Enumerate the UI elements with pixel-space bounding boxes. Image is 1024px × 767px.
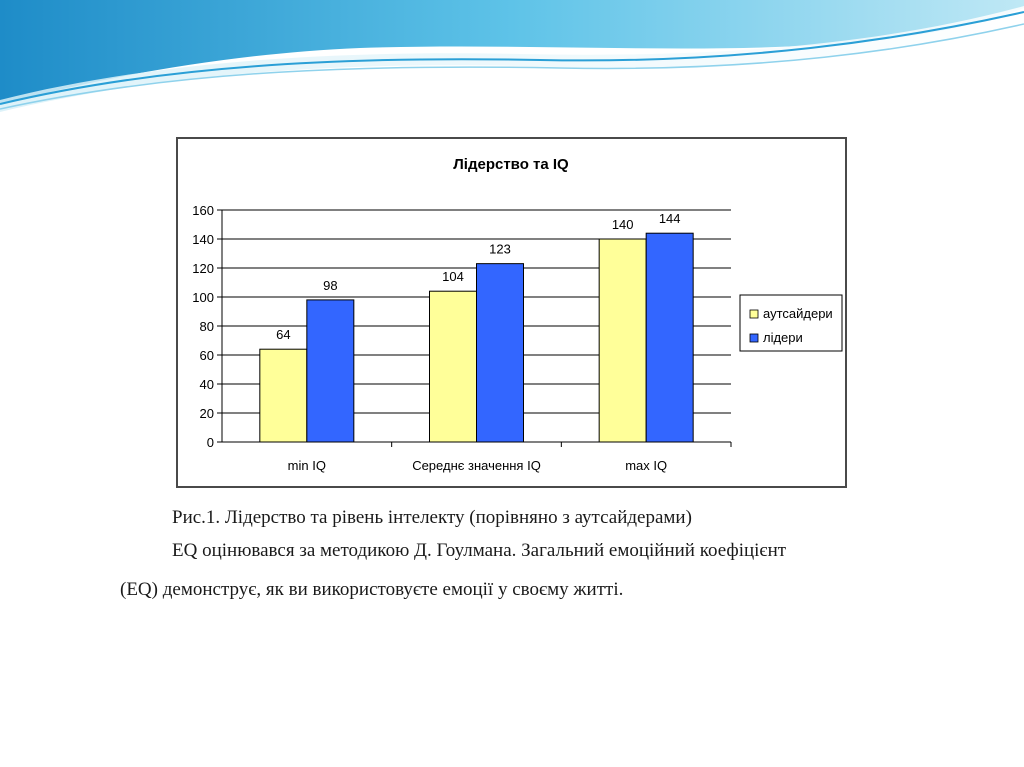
data-label-leaders-1: 123 [489, 241, 511, 257]
legend [740, 295, 842, 351]
bar-leaders-1 [477, 264, 524, 442]
ytick-label-40: 40 [199, 377, 214, 392]
ytick-label-60: 60 [199, 348, 214, 363]
caption-paragraph-line-2: (EQ) демонструє, як ви використовуєте емоції у своєму житті. [120, 579, 624, 600]
caption-paragraph-line-1: EQ оцінювався за методикою Д. Гоулмана. Загальний емоційний коефіцієнт [172, 540, 787, 561]
bar-outsiders-2 [599, 239, 646, 442]
xtick-label-2: max IQ [625, 458, 668, 473]
legend-label-leaders: лідери [763, 330, 803, 345]
xtick-label-1: Середнє значення IQ [412, 458, 541, 473]
ytick-label-0: 0 [206, 435, 214, 450]
ytick-label-80: 80 [199, 319, 214, 334]
figure-caption: Рис.1. Лідерство та рівень інтелекту (порівняно з аутсайдерами) [172, 507, 692, 528]
data-label-outsiders-1: 104 [442, 269, 464, 285]
data-label-outsiders-2: 140 [611, 217, 634, 232]
chart-title: Лідерство та IQ [453, 156, 569, 173]
bar-chart [176, 137, 847, 488]
ytick-label-140: 140 [192, 232, 214, 247]
data-label-leaders-2: 144 [658, 211, 681, 227]
xtick-label-0: min IQ [287, 458, 326, 473]
legend-label-outsiders: аутсайдери [763, 306, 833, 321]
bar-leaders-0 [307, 300, 354, 442]
ytick-label-120: 120 [192, 261, 214, 276]
header-wave-decoration [0, 0, 1024, 115]
bar-outsiders-0 [260, 349, 307, 442]
legend-swatch-leaders [750, 334, 758, 342]
data-label-leaders-0: 98 [323, 277, 338, 293]
bar-leaders-2 [646, 233, 693, 442]
ytick-label-160: 160 [192, 203, 214, 218]
ytick-label-20: 20 [199, 406, 214, 421]
data-label-outsiders-0: 64 [276, 327, 291, 343]
legend-swatch-outsiders [750, 310, 758, 318]
bar-outsiders-1 [430, 291, 477, 442]
ytick-label-100: 100 [192, 290, 214, 305]
